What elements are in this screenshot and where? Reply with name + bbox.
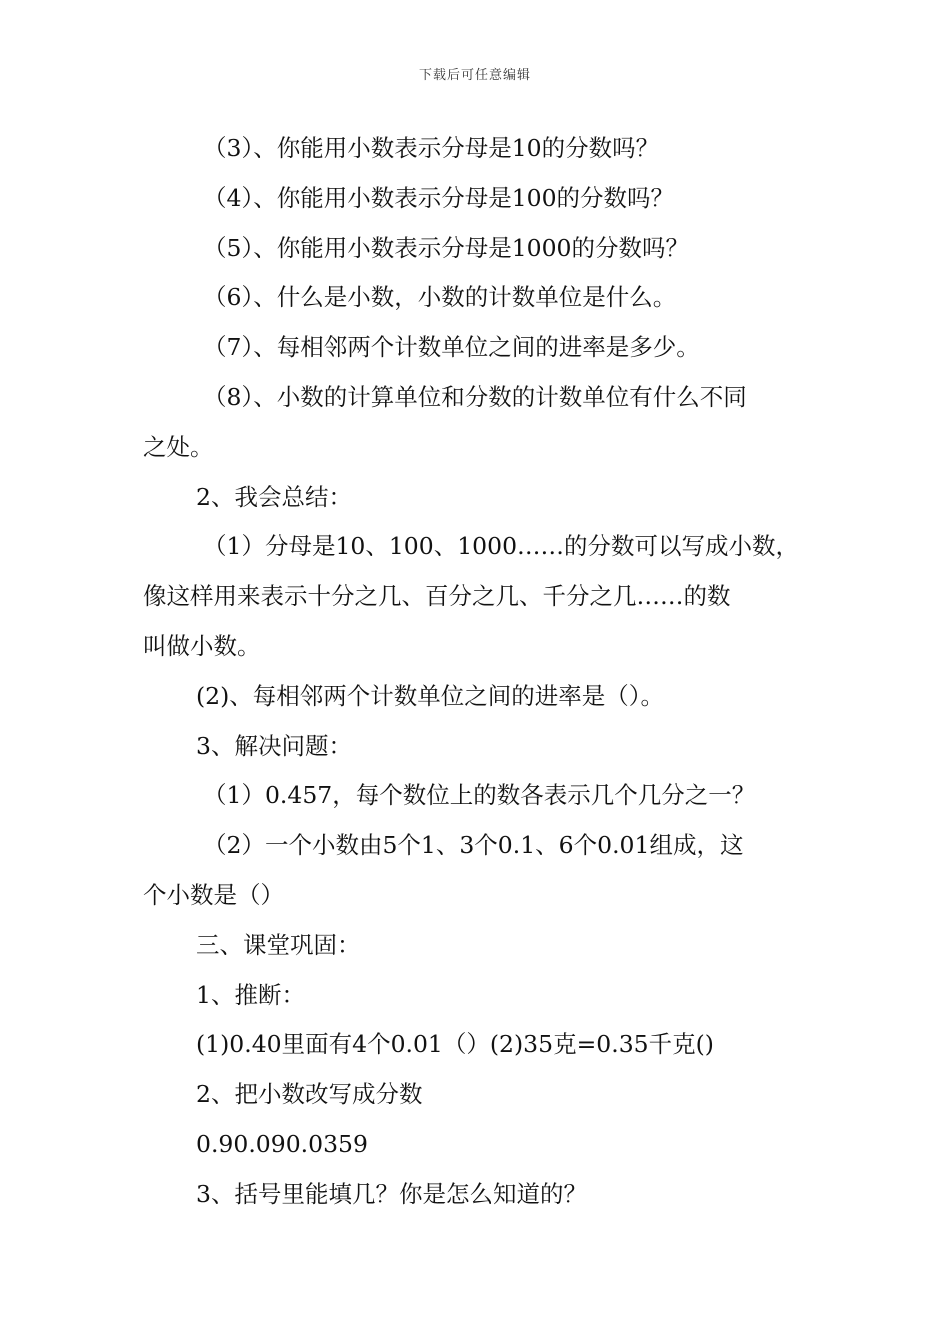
problem-line: （1）0.457，每个数位上的数各表示几个几分之一？ [203, 781, 756, 810]
problem-line-continuation: 个小数是（） [143, 880, 284, 909]
question-line: （5）、你能用小数表示分母是1000的分数吗？ [203, 233, 690, 262]
question-line: （7）、每相邻两个计数单位之间的进率是多少。 [203, 333, 700, 362]
problem-line: （2）一个小数由5个1、3个0.1、6个0.01组成，这 [203, 831, 744, 860]
question-line: （4）、你能用小数表示分母是100的分数吗？ [203, 183, 675, 212]
question-line: （3）、你能用小数表示分母是10的分数吗？ [203, 134, 660, 162]
document-body [143, 124, 813, 1220]
question-line: （6）、什么是小数，小数的计数单位是什么。 [203, 283, 677, 312]
exercise-line: (1)0.40里面有4个0.01（）(2)35克=0.35千克() [196, 1030, 714, 1059]
section-heading: 3、解决问题： [196, 731, 352, 760]
section-heading: 2、我会总结： [196, 482, 352, 511]
section-heading: 三、课堂巩固： [196, 930, 361, 959]
exercise-line: 0.90.090.0359 [196, 1129, 368, 1158]
summary-line: (2)、每相邻两个计数单位之间的进率是（）。 [196, 681, 665, 710]
summary-line-continuation: 叫做小数。 [143, 631, 261, 660]
summary-line: （1）分母是10、100、1000……的分数可以写成小数， [203, 532, 800, 561]
question-line: （8）、小数的计算单位和分数的计数单位有什么不同 [203, 382, 747, 411]
question-line-continuation: 之处。 [143, 432, 214, 461]
page-header: 下载后可任意编辑 [418, 68, 531, 83]
exercise-heading: 1、推断： [196, 980, 305, 1009]
exercise-heading: 3、括号里能填几？你是怎么知道的？ [196, 1179, 587, 1208]
exercise-heading: 2、把小数改写成分数 [196, 1080, 423, 1109]
summary-line-continuation: 像这样用来表示十分之几、百分之几、千分之几……的数 [143, 582, 731, 611]
